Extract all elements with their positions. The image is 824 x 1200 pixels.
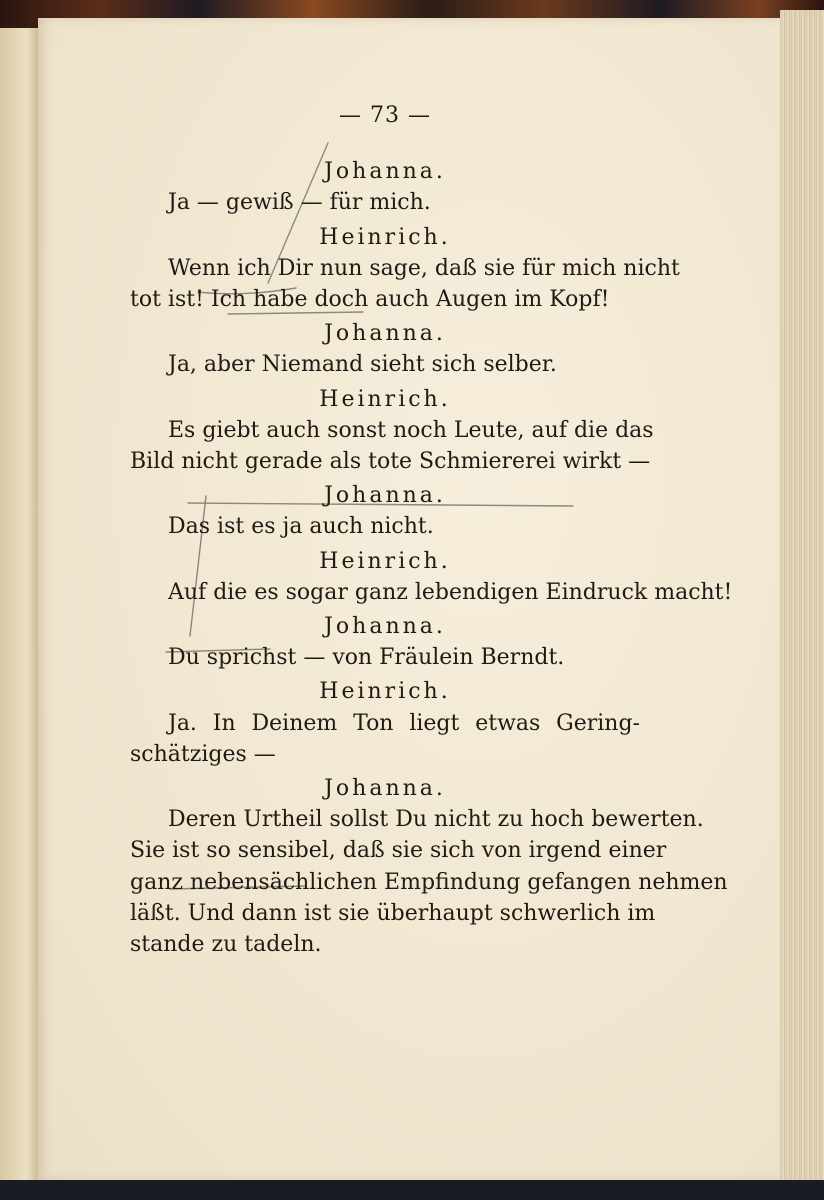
dialogue-line: Sie ist so sensibel, daß sie sich von irgend einer xyxy=(130,838,667,864)
dialogue-line: Ja — gewiß — für mich. xyxy=(168,190,431,216)
dialogue-line: Wenn ich Dir nun sage, daß sie für mich nicht xyxy=(168,255,680,281)
dialogue-line: tot ist! Ich habe doch auch Augen im Kopf! xyxy=(130,287,610,313)
speaker-name: Heinrich. xyxy=(319,548,451,574)
dialogue-line: läßt. Und dann ist sie überhaupt schwerlich im xyxy=(130,900,656,926)
dialogue-line: Auf die es sogar ganz lebendigen Eindruck macht! xyxy=(168,579,733,605)
dialogue-line: Ja, aber Niemand sieht sich selber. xyxy=(168,352,557,378)
dialogue-line: Das ist es ja auch nicht. xyxy=(168,514,434,540)
dialogue-line: stande zu tadeln. xyxy=(130,932,322,958)
block-gap xyxy=(130,960,640,963)
speaker-name: Johanna. xyxy=(324,614,446,640)
play-dialogue xyxy=(130,100,733,963)
dialogue-line: Ja. In Deinem Ton liegt etwas Gering- xyxy=(168,710,640,736)
speaker-name: Johanna. xyxy=(324,159,446,185)
dialogue-line: schätziges — xyxy=(130,741,276,767)
speaker-name: Heinrich. xyxy=(319,224,451,250)
speaker-name: Heinrich. xyxy=(319,679,451,705)
dialogue-line: Deren Urtheil sollst Du nicht zu hoch bewerten. xyxy=(168,807,704,833)
speaker-name: Johanna. xyxy=(324,321,446,347)
dialogue-line: Es giebt auch sonst noch Leute, auf die das xyxy=(168,417,654,443)
speaker-name: Johanna. xyxy=(324,483,446,509)
dialogue-line: Du sprichst — von Fräulein Berndt. xyxy=(168,645,565,671)
speaker-name: Heinrich. xyxy=(319,386,451,412)
dialogue-line: Bild nicht gerade als tote Schmiererei wirkt — xyxy=(130,449,651,475)
page-number: — 73 — xyxy=(339,103,431,128)
dialogue-line: ganz nebensächlichen Empfindung gefangen nehmen xyxy=(130,869,728,895)
page-stack-edge xyxy=(780,10,824,1180)
left-page-edge xyxy=(0,28,38,1180)
speaker-name: Johanna. xyxy=(324,776,446,802)
